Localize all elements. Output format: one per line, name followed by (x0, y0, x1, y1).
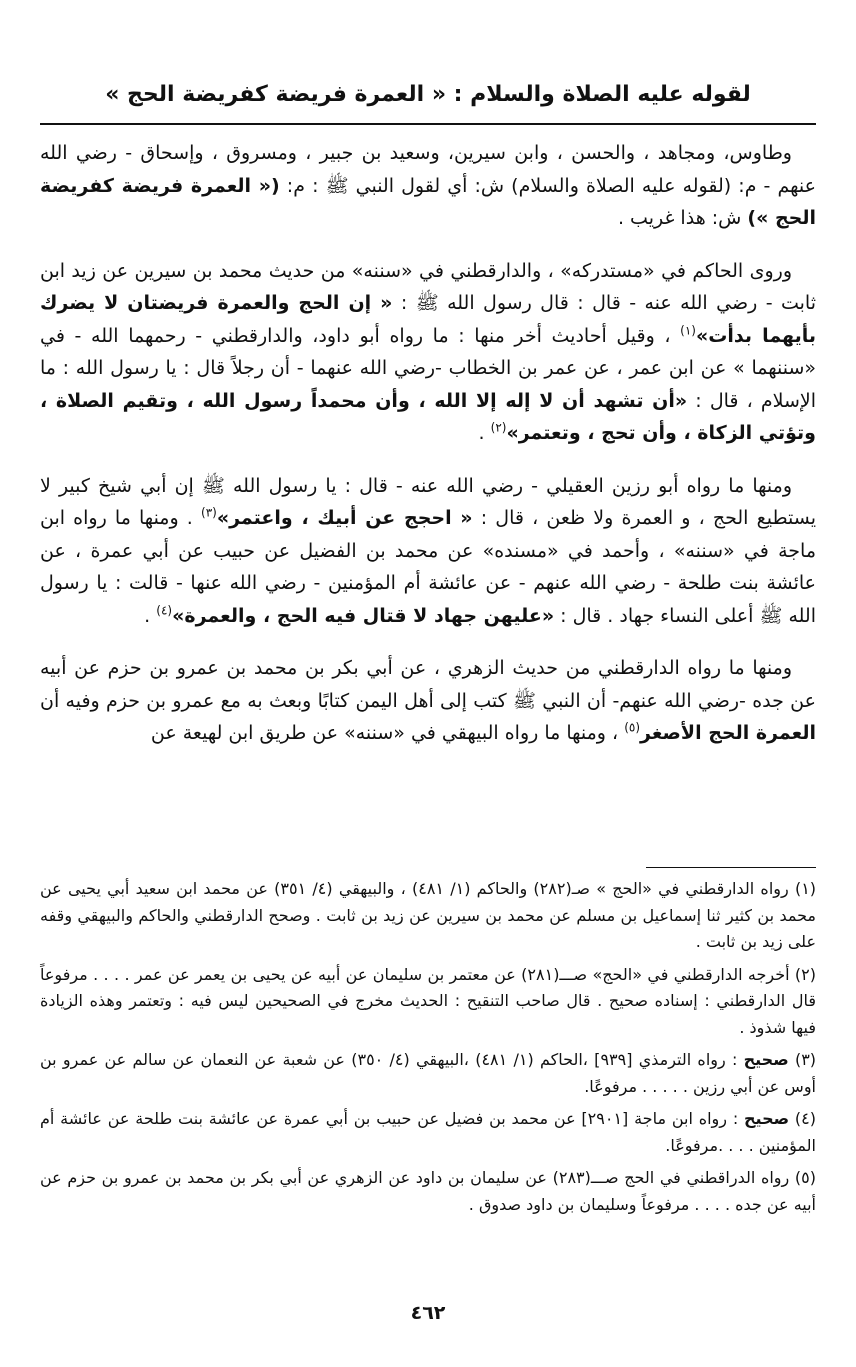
footnote-ref-3[interactable]: (٣) (201, 505, 217, 520)
footnote-2 (40, 962, 816, 1042)
footnote-3 (40, 1047, 816, 1100)
paragraph-1-text-a: وطاوس، ومجاهد ، والحسن ، وابن سيرين، وسعيد بن جبير ، ومسروق ، وإسحاق - رضي الله عنهم - م: (لقوله عليه الصلاة والسلام) ش: أي لقول النبي ﷺ : م: (40, 142, 816, 197)
header-rule (40, 123, 816, 125)
footnote-ref-2[interactable]: (٢) (490, 420, 507, 435)
page-number: ٤٦٢ (410, 1302, 446, 1324)
paragraph-1 (40, 137, 816, 235)
paragraph-4 (40, 652, 816, 750)
footnote-4 (40, 1106, 816, 1159)
paragraph-1-quote: (« العمرة فريضة كفريضة الحج ») (40, 174, 816, 229)
footnote-number: (٣) (794, 1050, 817, 1069)
footnote-number: (٤) (794, 1109, 816, 1128)
footnote-ref-4[interactable]: (٤) (156, 603, 173, 618)
footnotes (40, 876, 816, 1224)
paragraph-3-hadith-1: « احجج عن أبيك ، واعتمر» (216, 507, 473, 529)
paragraph-2 (40, 255, 816, 450)
footnote-number: (١) (794, 879, 817, 898)
paragraph-4-text-a: ومنها ما رواه الدارقطني من حديث الزهري ، عن أبي بكر بن محمد بن عمرو بن حزم عن أبيه عن جده -رضي الله عنهم- أن النبي ﷺ كتب إلى أهل اليمن كتابًا وبعث به مع عمرو بن حزم وفيه أن (40, 657, 816, 712)
book-page (40, 0, 816, 1367)
footnote-text: : رواه ابن ماجة [٢٩٠١] عن محمد بن فضيل عن حبيب بن أبي عمرة عن عائشة بنت طلحة عن عائشة أم المؤمنين . . . .مرفوعًا. (40, 1109, 816, 1155)
paragraph-4-hadith-1: العمرة الحج الأصغر (640, 722, 816, 744)
paragraph-3-hadith-2: «عليهن جهاد لا قتال فيه الحج ، والعمرة» (172, 604, 555, 627)
footnote-ref-1[interactable]: (١) (680, 323, 696, 338)
paragraph-1-text-b: ش: هذا غريب . (617, 207, 748, 229)
footnote-ref-5[interactable]: (٥) (624, 720, 641, 735)
paragraph-4-text-b: ، ومنها ما رواه البيهقي في «سننه» عن طريق ابن لهيعة عن (150, 722, 625, 744)
paragraph-3 (40, 470, 816, 633)
paragraph-3-text-c: . (144, 604, 157, 627)
footnote-number: (٥) (794, 1168, 816, 1187)
footnote-text: أخرجه الدارقطني في «الحج» صـــ(٢٨١) عن معتمر بن سليمان عن أبيه عن يحيى بن يعمر عن عمر . . . . مرفوعاً قال الدارقطني : إسناده صحيح . قال صاحب التنقيح : الحديث مخرج في الصحيحين ليس فيه : وتعتمر وهذه الزيادة فيها شذوذ . (40, 964, 816, 1037)
running-header: لقوله عليه الصلاة والسلام : « العمرة فريضة كفريضة الحج » (105, 82, 751, 107)
paragraph-2-hadith-1: « إن الحج والعمرة فريضتان لا يضرك بأيهما بدأت» (40, 292, 816, 347)
paragraph-2-text-a: وروى الحاكم في «مستدركه» ، والدارقطني في «سننه» من حديث محمد بن سيرين عن زيد ابن ثابت - رضي الله عنه - قال : قال رسول الله ﷺ : (40, 259, 817, 314)
paragraph-3-text-b: . ومنها ما رواه ابن ماجة في «سننه» ، وأحمد في «مسنده» عن محمد بن الفضيل عن حبيب عن أبي عمرة ، عن عائشة بنت طلحة - رضي الله عنهم - عن عائشة أم المؤمنين - رضي الله عنها - قالت : يا رسول الله ﷺ أعلى النساء جهاد . قال : (40, 507, 816, 627)
paragraph-2-hadith-2: «أن تشهد أن لا إله إلا الله ، وأن محمداً رسول الله ، وتقيم الصلاة ، وتؤتي الزكاة ، وأن تحج ، وتعتمر» (40, 389, 816, 444)
footnote-5 (40, 1165, 816, 1218)
main-text (40, 137, 816, 770)
footnote-1 (40, 876, 816, 956)
footnote-grade: صحيح (743, 1050, 789, 1069)
footnote-text: رواه الدارقطني في «الحج » صـ(٢٨٢) والحاكم (١/ ٤٨١) ، والبيهقي (٤/ ٣٥١) عن محمد ابن سعيد أبي يحيى عن محمد بن كثير ثنا إسماعيل بن مسلم عن محمد بن سيرين عن زيد بن ثابت . وصحح الدارقطني والحاكم والبيهقي وقفه على زيد بن ثابت . (40, 879, 816, 951)
paragraph-3-text-a: ومنها ما رواه أبو رزين العقيلي - رضي الله عنه - قال : يا رسول الله ﷺ إن أبي شيخ كبير لا يستطيع الحج ، و العمرة ولا ظعن ، قال : (40, 474, 817, 529)
footnote-number: (٢) (794, 964, 817, 984)
footnote-grade: صحيح (744, 1109, 790, 1128)
footnote-text: : رواه الترمذي [٩٣٩] ،الحاكم (١/ ٤٨١) ،البيهقي (٤/ ٣٥٠) عن شعبة عن النعمان عن سالم عن عمرو بن أوس عن أبي رزين . . . . . مرفوعًا. (40, 1050, 816, 1096)
footnote-text: رواه الدراقطني في الحج صـــ(٢٨٣) عن سليمان بن داود عن الزهري عن أبي بكر بن محمد بن عمرو بن حزم عن أبيه عن جده . . . . مرفوعاً وسليمان بن داود صدوق . (40, 1168, 816, 1214)
paragraph-2-text-b: ، وقيل أحاديث أخر منها : ما رواه أبو داود، والدارقطني - رحمهما الله - في «سننهما » عن ابن عمر ، عن عمر بن الخطاب -رضي الله عنهما - أن رجلاً قال : يا رسول الله : ما الإسلام ، قال : (40, 324, 816, 412)
footnote-rule (646, 867, 816, 868)
paragraph-2-text-c: . (478, 422, 491, 444)
